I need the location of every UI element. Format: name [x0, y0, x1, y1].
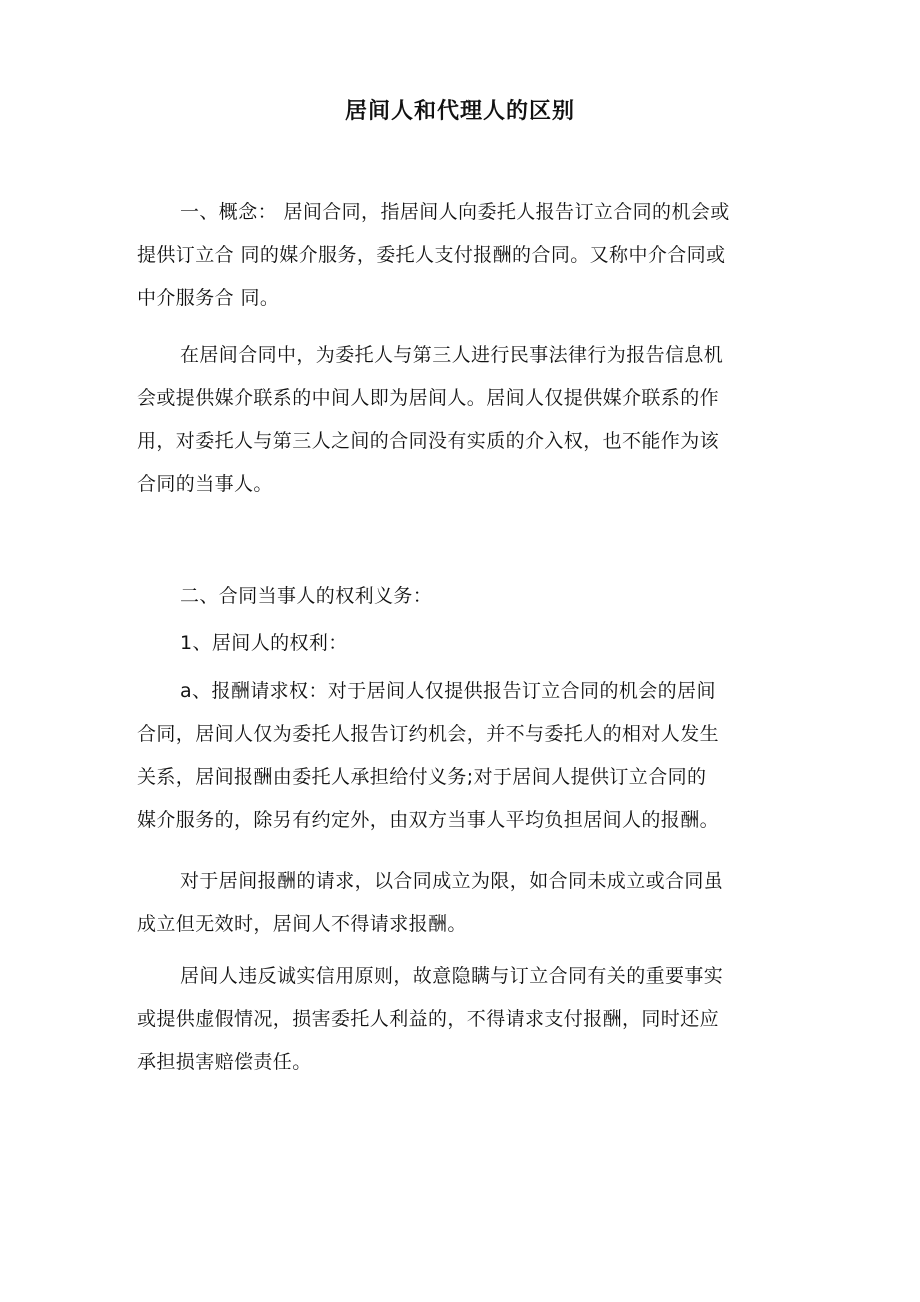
- remuneration-claim-paragraph: [137, 670, 797, 842]
- text-line: 合同的当事人。: [137, 473, 273, 495]
- concept-paragraph: [137, 191, 797, 320]
- remuneration-condition-paragraph: [137, 860, 797, 946]
- text-line: 媒介服务的，除另有约定外，由双方当事人平均负担居间人的报酬。: [137, 809, 720, 831]
- text-line: 在居间合同中，为委托人与第三人进行民事法律行为报告信息机: [180, 344, 724, 366]
- text-line: 用，对委托人与第三人之间的合同没有实质的介入权，也不能作为该: [137, 430, 720, 452]
- text-line: 对于居间报酬的请求，以合同成立为限，如合同未成立或合同虽: [180, 870, 724, 892]
- text-line: 成立但无效时，居间人不得请求报酬。: [137, 913, 467, 935]
- intermediary-definition-paragraph: [137, 334, 797, 506]
- text-line: 关系，居间报酬由委托人承担给付义务;对于居间人提供订立合同的: [137, 766, 707, 788]
- text-line: 或提供虚假情况，损害委托人利益的，不得请求支付报酬，同时还应: [137, 1008, 720, 1030]
- section-heading: [137, 575, 797, 618]
- text-line: 中介服务合 同。: [137, 287, 280, 309]
- text-line: 承担损害赔偿责任。: [137, 1051, 312, 1073]
- text-line: 居间人违反诚实信用原则，故意隐瞒与订立合同有关的重要事实: [180, 965, 724, 987]
- text-line: 合同，居间人仅为委托人报告订约机会，并不与委托人的相对人发生: [137, 723, 720, 745]
- subsection-heading: [137, 622, 797, 665]
- text-line: 一、概念： 居间合同，指居间人向委托人报告订立合同的机会或: [180, 201, 730, 223]
- good-faith-paragraph: [137, 955, 797, 1084]
- text-line: 会或提供媒介联系的中间人即为居间人。居间人仅提供媒介联系的作: [137, 387, 720, 409]
- text-line: 提供订立合 同的媒介服务，委托人支付报酬的合同。又称中介合同或: [137, 244, 726, 266]
- subsection-heading-text: 1、居间人的权利：: [180, 632, 348, 654]
- document-title: 居间人和代理人的区别: [344, 99, 575, 124]
- text-line: a、报酬请求权：对于居间人仅提供报告订立合同的机会的居间: [180, 680, 716, 702]
- section-heading-text: 二、合同当事人的权利义务：: [180, 585, 433, 607]
